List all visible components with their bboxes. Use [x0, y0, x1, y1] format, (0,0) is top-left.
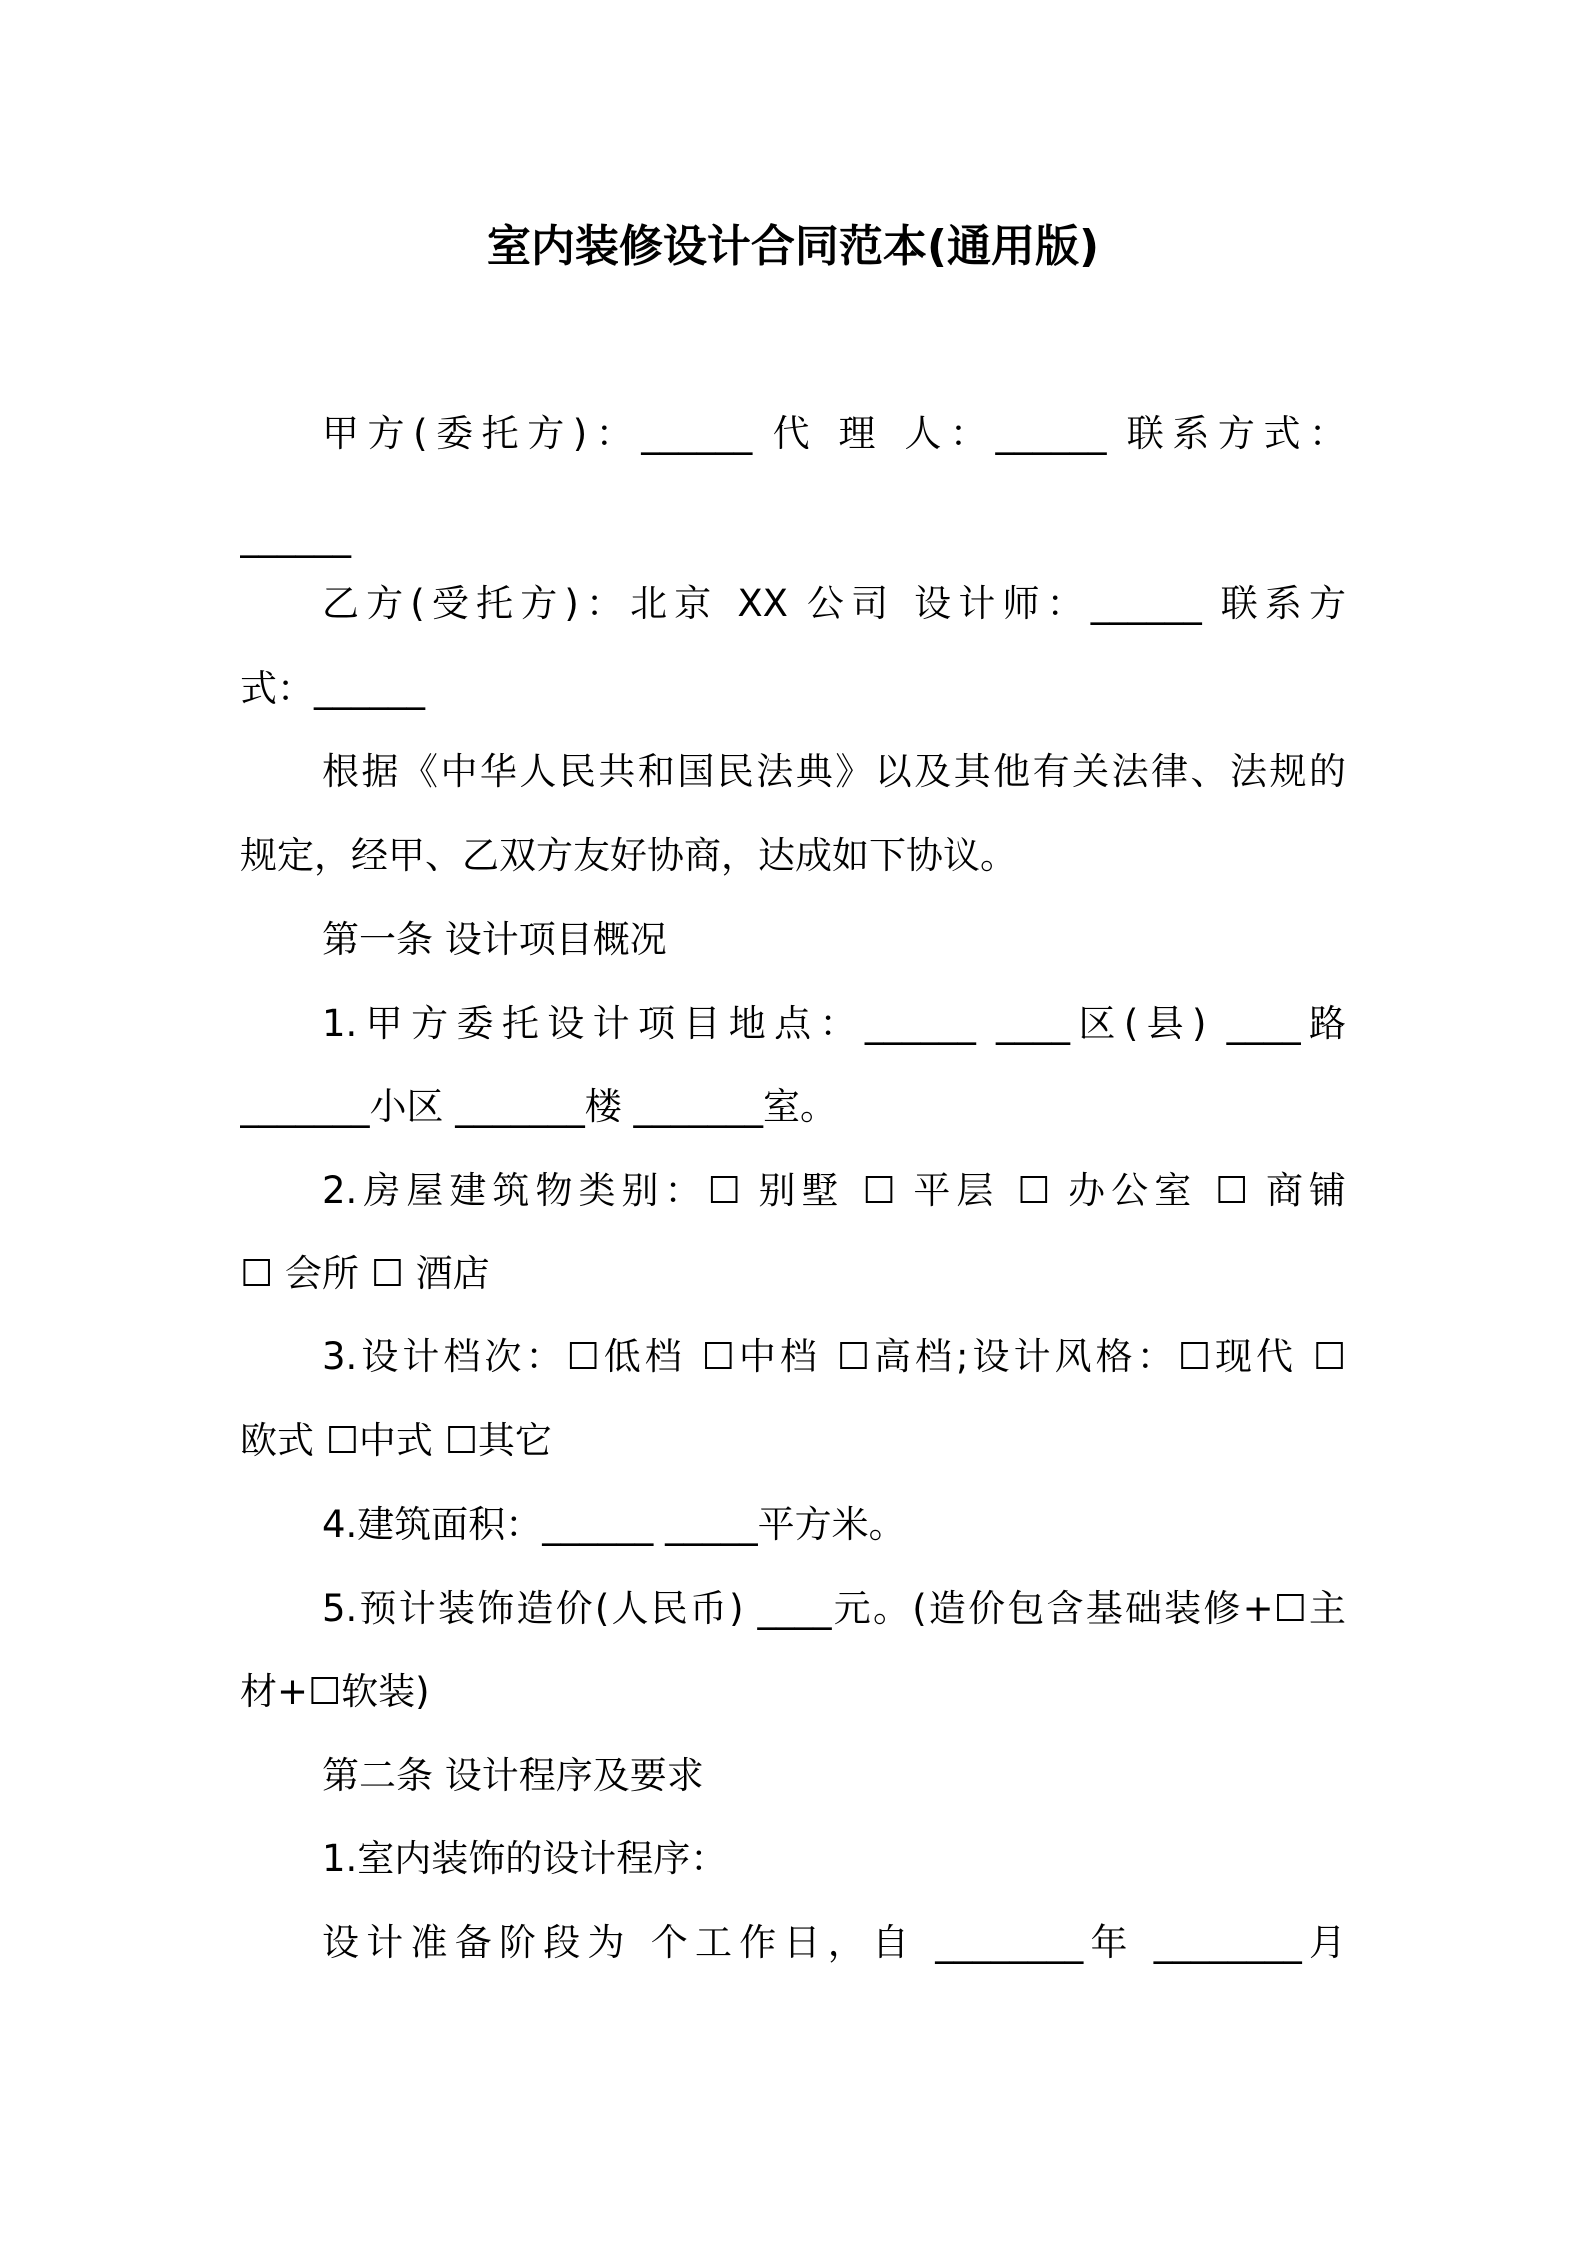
building-area-line: 4.建筑面积：______ _____平方米。 [322, 1503, 906, 1546]
party-b-line: 乙方(受托方)：北京 XX 公司 设计师：______ 联系方 [322, 582, 1346, 625]
design-style-options-line: 欧式 ☐中式 ☐其它 [240, 1419, 552, 1462]
party-a-contact-line: ______ [240, 515, 351, 558]
project-address-line: _______小区 _______楼 _______室。 [240, 1085, 838, 1128]
preamble-line-2: 规定，经甲、乙双方友好协商，达成如下协议。 [240, 834, 1017, 877]
party-b-contact-line: 式：______ [240, 667, 425, 710]
article-1-heading: 第一条 设计项目概况 [322, 918, 667, 961]
estimated-cost-line: 5.预计装饰造价(人民币) ____元。(造价包含基础装修+☐主 [322, 1587, 1346, 1630]
design-procedure-line: 1.室内装饰的设计程序： [322, 1837, 728, 1880]
design-preparation-line: 设计准备阶段为 个工作日，自 ________年 ________月 [322, 1921, 1346, 1964]
design-level-style-line: 3.设计档次：☐低档 ☐中档 ☐高档;设计风格：☐现代 ☐ [322, 1335, 1346, 1378]
document-title: 室内装修设计合同范本(通用版) [486, 221, 1100, 272]
estimated-cost-options-line: 材+☐软装) [240, 1670, 430, 1713]
project-location-line: 1.甲方委托设计项目地点：______ ____区(县) ____路 [322, 1002, 1346, 1045]
article-2-heading: 第二条 设计程序及要求 [322, 1754, 704, 1797]
building-type-options-line: ☐ 会所 ☐ 酒店 [240, 1252, 490, 1295]
building-type-line: 2.房屋建筑物类别：☐ 别墅 ☐ 平层 ☐ 办公室 ☐ 商铺 [322, 1169, 1346, 1212]
preamble-line-1: 根据《中华人民共和国民法典》以及其他有关法律、法规的 [322, 750, 1346, 793]
party-a-line: 甲方(委托方)：______ 代 理 人：______ 联系方式： [322, 412, 1346, 455]
